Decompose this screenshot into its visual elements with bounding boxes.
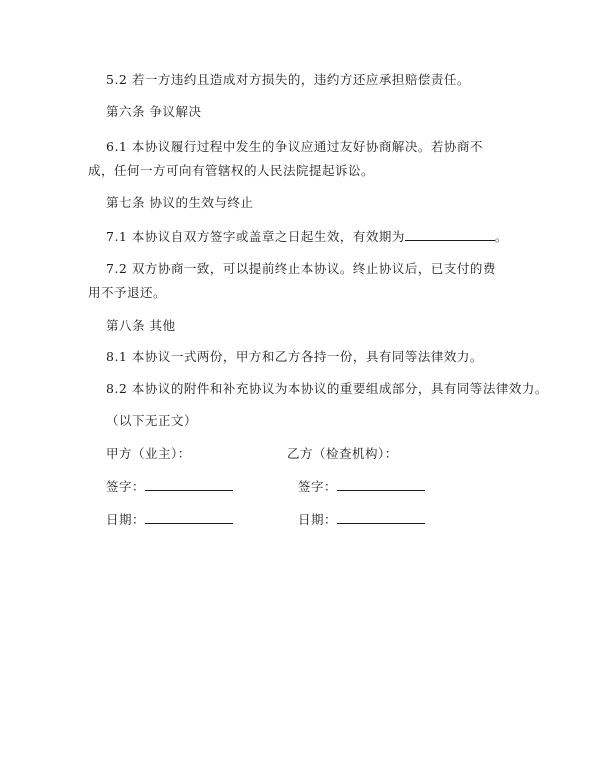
clause-7-2: 7.2 双方协商一致，可以提前终止本协议。终止协议后，已支付的费用不予退还。 <box>88 261 496 300</box>
article-7-heading: 第七条 协议的生效与终止 <box>106 195 254 210</box>
clause-7-1-end: 。 <box>494 229 508 244</box>
validity-period-blank <box>405 228 495 241</box>
article-6-heading: 第六条 争议解决 <box>106 104 202 119</box>
signature-blank <box>337 478 425 491</box>
signature-label: 签字： <box>106 479 146 494</box>
date-blank <box>145 511 233 524</box>
party-a-date <box>106 510 233 528</box>
end-of-text-note: （以下无正文） <box>106 413 198 428</box>
date-label: 日期： <box>106 512 146 527</box>
signature-label: 签字： <box>298 479 338 494</box>
date-label: 日期： <box>298 512 338 527</box>
party-b-date <box>298 510 425 528</box>
party-a-label: 甲方（业主）： <box>106 446 191 461</box>
article-8-heading: 第八条 其他 <box>106 318 176 333</box>
signature-blank <box>145 478 233 491</box>
party-b-label: 乙方（检查机构）： <box>287 446 398 461</box>
clause-8-2: 8.2 本协议的附件和补充协议为本协议的重要组成部分，具有同等法律效力。 <box>106 381 548 396</box>
party-a-signature <box>106 477 233 495</box>
clause-7-1 <box>106 227 508 245</box>
clause-6-1: 6.1 本协议履行过程中发生的争议应通过友好协商解决。若协商不成，任何一方可向有管辖权的人民法院提起诉讼。 <box>88 139 483 178</box>
clause-5-2: 5.2 若一方违约且造成对方损失的，违约方还应承担赔偿责任。 <box>106 72 470 87</box>
clause-8-1: 8.1 本协议一式两份，甲方和乙方各持一份，具有同等法律效力。 <box>106 349 483 364</box>
clause-7-1-text: 7.1 本协议自双方签字或盖章之日起生效，有效期为 <box>106 229 405 244</box>
party-b-signature <box>298 477 425 495</box>
date-blank <box>337 511 425 524</box>
